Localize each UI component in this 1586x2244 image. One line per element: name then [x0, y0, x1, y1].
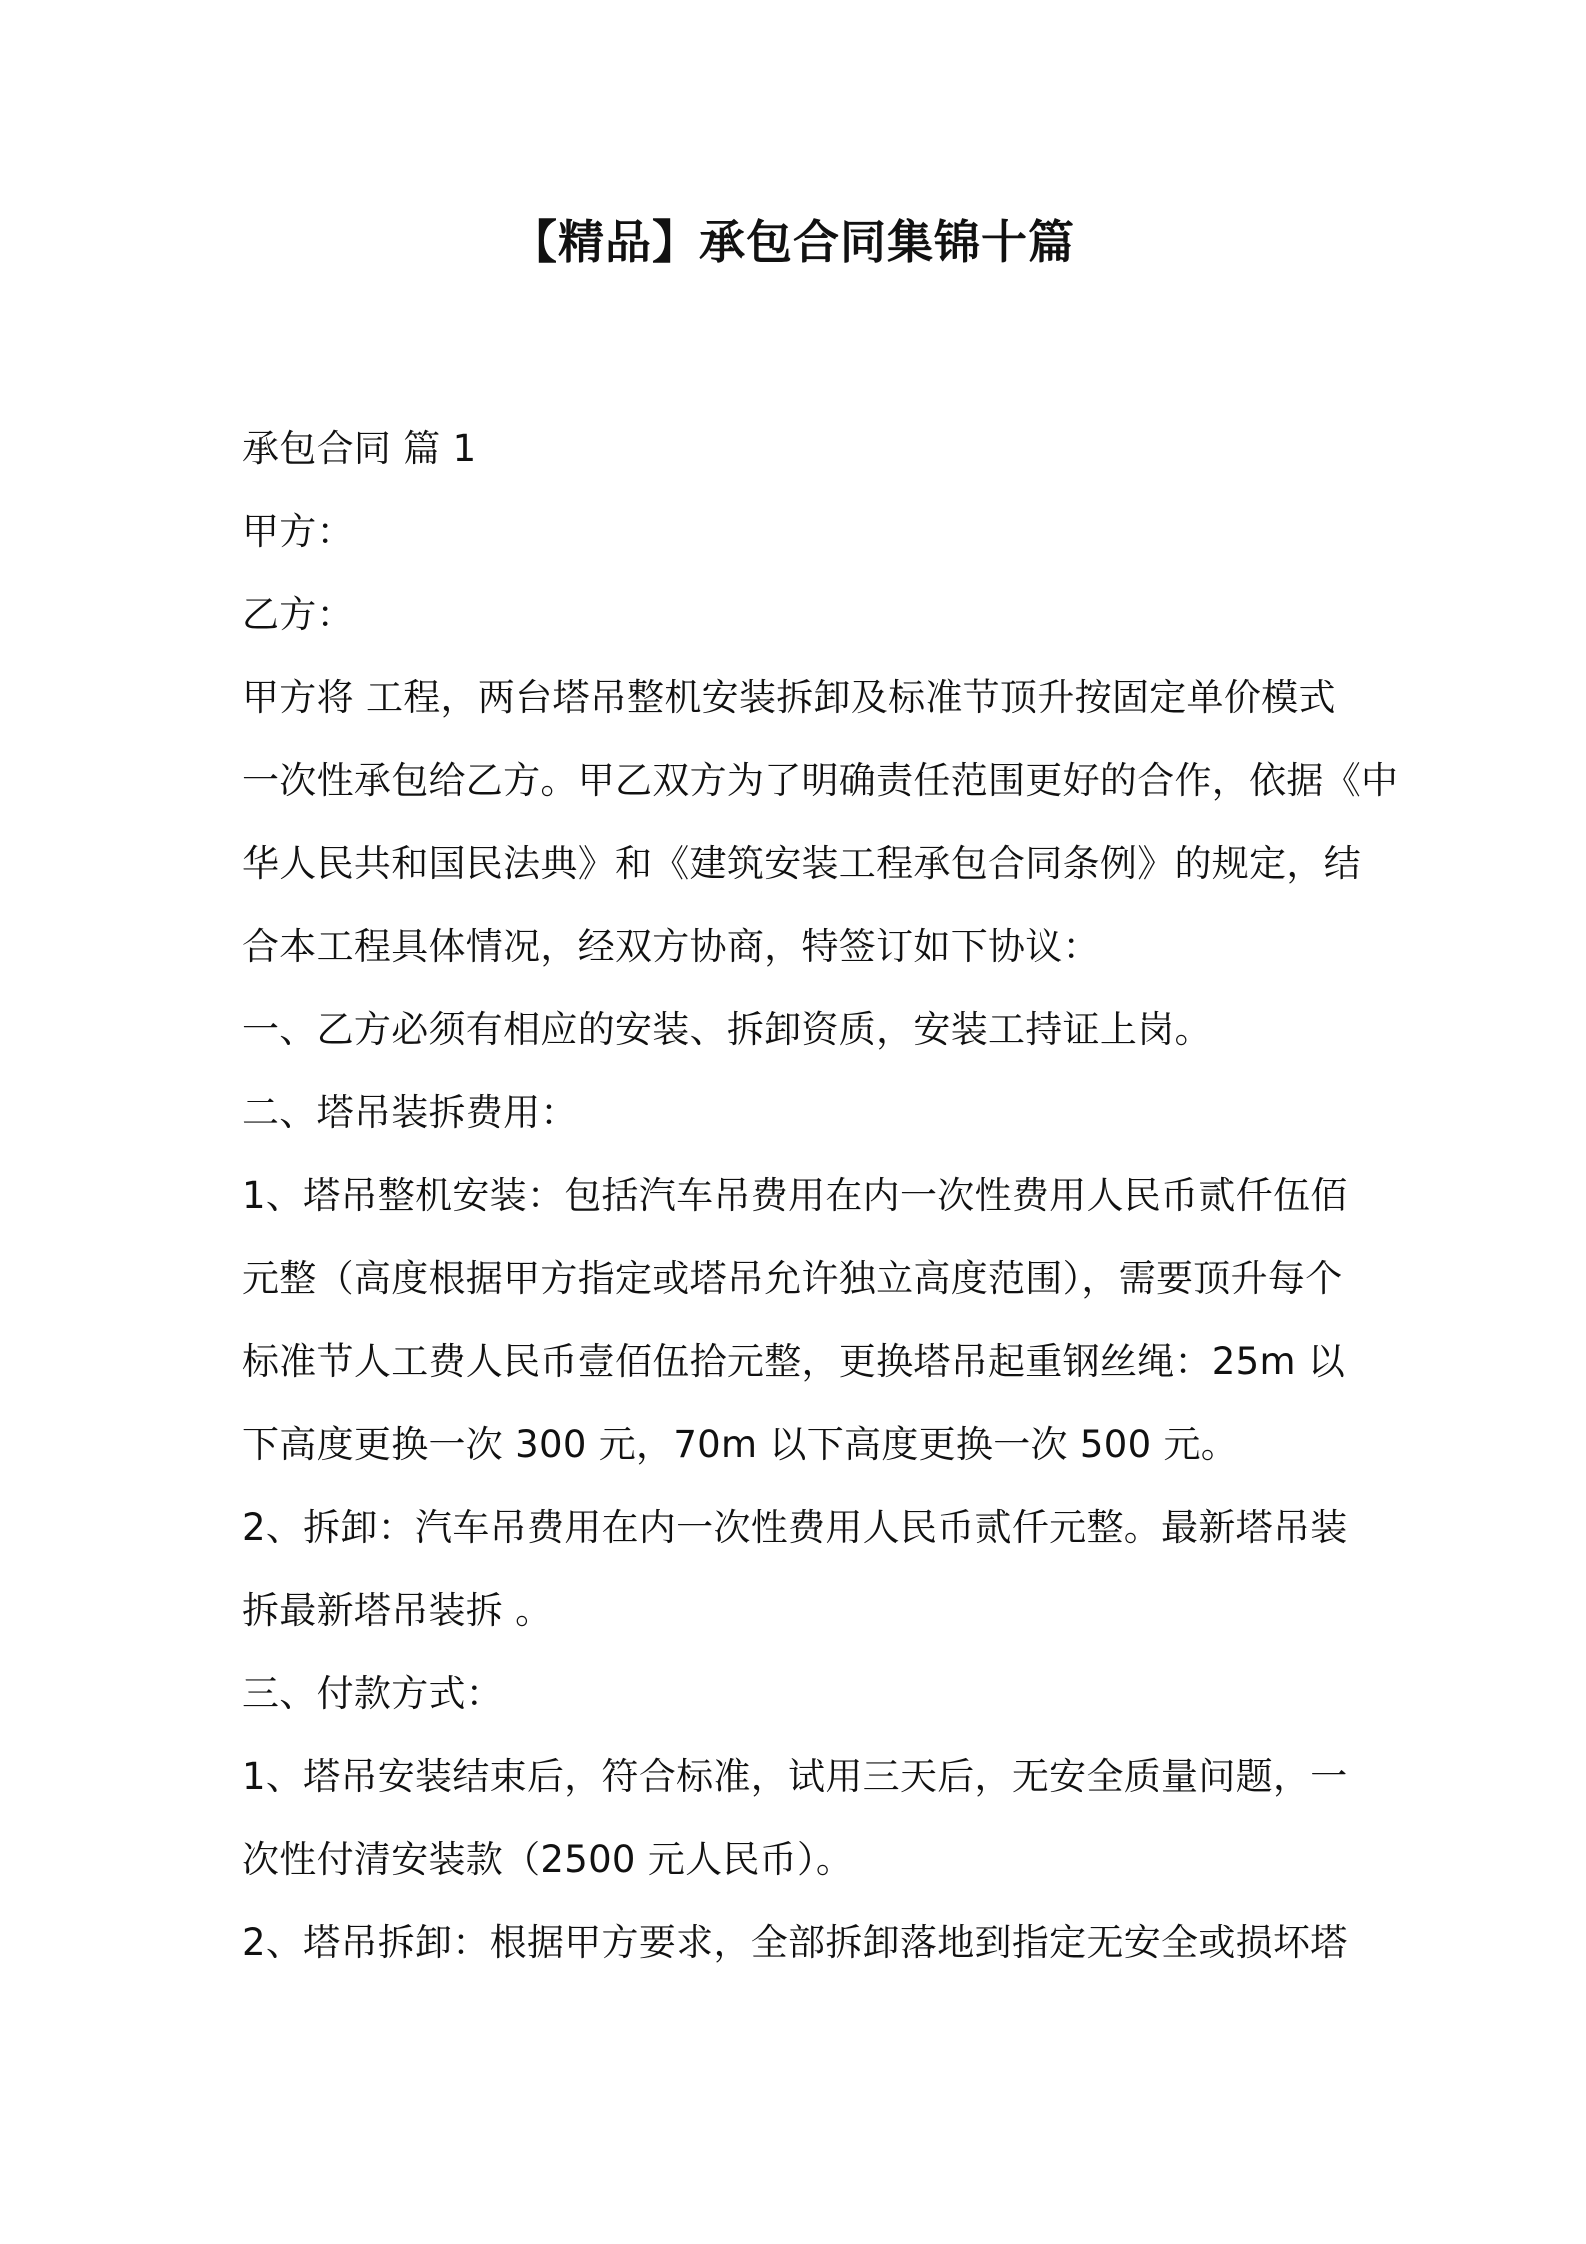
clause-3-item-2: 2、塔吊拆卸：根据甲方要求，全部拆卸落地到指定无安全或损坏塔	[242, 1921, 1348, 1964]
party-a-line: 甲方：	[242, 510, 354, 553]
clause-1: 一、乙方必须有相应的安装、拆卸资质，安装工持证上岗。	[242, 1008, 1212, 1051]
paragraph-line: 合本工程具体情况，经双方协商，特签订如下协议：	[242, 925, 1100, 968]
clause-3-item-1: 1、塔吊安装结束后，符合标准，试用三天后，无安全质量问题，一	[242, 1755, 1348, 1798]
clause-2-item-1: 1、塔吊整机安装：包括汽车吊费用在内一次性费用人民币贰仟伍佰	[242, 1174, 1348, 1217]
clause-3-heading: 三、付款方式：	[242, 1672, 504, 1715]
document-body	[242, 407, 1399, 1984]
paragraph-line: 拆最新塔吊装拆 。	[242, 1589, 553, 1632]
section-heading: 承包合同 篇 1	[242, 427, 477, 470]
party-b-line: 乙方：	[242, 593, 354, 636]
clause-2-heading: 二、塔吊装拆费用：	[242, 1091, 578, 1134]
clause-2-item-2: 2、拆卸：汽车吊费用在内一次性费用人民币贰仟元整。最新塔吊装	[242, 1506, 1348, 1549]
paragraph-line: 华人民共和国民法典》和《建筑安装工程承包合同条例》的规定，结	[242, 842, 1361, 885]
paragraph-line: 元整（高度根据甲方指定或塔吊允许独立高度范围），需要顶升每个	[242, 1257, 1343, 1300]
paragraph-line: 标准节人工费人民币壹佰伍拾元整，更换塔吊起重钢丝绳：25m 以	[242, 1340, 1346, 1383]
document-title: 【精品】承包合同集锦十篇	[511, 215, 1075, 269]
paragraph-line: 下高度更换一次 300 元，70m 以下高度更换一次 500 元。	[242, 1423, 1239, 1466]
paragraph-line: 甲方将 工程，两台塔吊整机安装拆卸及标准节顶升按固定单价模式	[242, 676, 1336, 719]
paragraph-line: 一次性承包给乙方。甲乙双方为了明确责任范围更好的合作，依据《中	[242, 759, 1399, 802]
paragraph-line: 次性付清安装款（2500 元人民币）。	[242, 1838, 854, 1881]
